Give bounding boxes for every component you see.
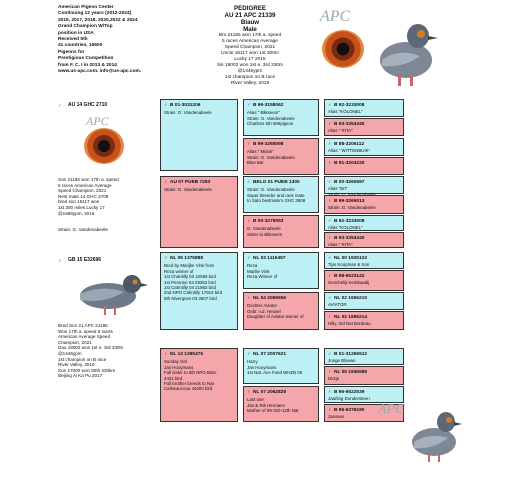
bird-details: Reza Marilie Vink Reza Winner of (247, 263, 278, 280)
organization-info: American Pigeon Center Continuing 12 years (2012-2024) 2015, 2017, 2018, 2020,2022 & 2024 Grand Champion W/Top position in USA Received 5th 41 countries, 16500 Pigeons for Prestigious Competition from F. C. I in 2013 & 2014 www.us-apc.com. info@us-apc.com. (58, 5, 142, 75)
bird-details: Alias " RITA" (328, 128, 353, 134)
ring-number: B 92-3233008 (334, 103, 365, 108)
gen2-box-1 (243, 99, 319, 136)
sire-ring-number: AU 14 GHC 2710 (68, 102, 108, 108)
bird-details: Alias " Blikseem" Strain: G. Vandenabeele Charless 5th 686pigeon (247, 110, 295, 127)
bird-details: Strain: G. Vandenabeele Super Breeder and nest mate to Sato bestmate's GHC 3908 (247, 187, 306, 204)
pigeon-photo (368, 8, 448, 88)
gen3-box-11 (324, 292, 404, 310)
gen3-box-15 (324, 386, 404, 403)
sex-icon: ♂ (328, 102, 332, 107)
sex-icon: ♀ (328, 314, 332, 319)
bird-details: Last one Jan & Rik Hermans Mother of 09-320-12th Nat (247, 397, 299, 414)
ring-number: BELG 01 PUEB 1300 (253, 180, 300, 185)
gen3-box-1 (324, 99, 404, 117)
ring-number: B 92-3233008 (334, 219, 365, 224)
sex-icon: ♀ (247, 295, 251, 300)
gen2-box-4 (243, 215, 319, 248)
bird-details: Janssen (328, 414, 345, 420)
ring-number: NL 05 1375888 (170, 256, 203, 261)
bird-details: Alias "Brt" (328, 186, 348, 192)
gen3-box-9 (324, 252, 404, 269)
gen1-box-dam-sire (160, 252, 238, 330)
ring-number: B 93-3354340 (334, 122, 365, 127)
ring-number: B 01-3031206 (170, 103, 201, 108)
sex-icon: ♀ (328, 235, 332, 240)
gen1-box-sire-sire (160, 99, 238, 171)
sex-icon: ♂ (328, 255, 332, 260)
apc-logo-bottom: APC (378, 402, 405, 417)
subject-sex: Male (243, 26, 257, 33)
gen3-box-14 (324, 366, 404, 385)
dam-info: Bred Sun 21 APC 21185 Won 17th a. speed 6 races American Average Speed Champion, 2021 Dau 19002 won 1st e. 3rd 330m @1446ypm 1st champion on B race River Valley, 2019 Son 17000 won 80th 430km Beijing Ai Ka Pu 2017 (58, 323, 124, 379)
bird-details: Jaarling Dondersteen (328, 396, 370, 402)
sex-icon: ♂ (328, 179, 332, 184)
gen2-box-2 (243, 138, 319, 175)
bird-details: Dirkje (328, 376, 340, 382)
gen3-box-5 (324, 176, 404, 194)
bird-details: Strain: G. Vandenabeele (328, 205, 376, 211)
ring-number: NL 02 1656210 (334, 296, 367, 301)
dam-sex-icon: ♀ (58, 258, 62, 263)
sex-icon: ♀ (247, 218, 251, 223)
gen2-box-6 (243, 292, 319, 330)
sex-icon: ♂ (247, 351, 251, 356)
sire-eye-image (84, 128, 124, 164)
ring-number: NL 13 1395475 (170, 352, 203, 357)
gen3-box-8 (324, 232, 404, 248)
gen3-box-12 (324, 311, 404, 330)
sex-icon: ♂ (328, 389, 332, 394)
gen3-box-3 (324, 138, 404, 156)
ring-number: B 91-3204220 (334, 161, 365, 166)
gen2-box-8 (243, 386, 319, 422)
ring-number: B 00-3260597 (334, 180, 365, 185)
gen1-box-dam-dam (160, 348, 238, 422)
sex-icon: ♀ (328, 121, 332, 126)
dam-ring-number: GB 15 E32696 (68, 257, 102, 263)
sex-icon: ♀ (328, 160, 332, 165)
bird-details: Alias "KOLONEL" (328, 225, 363, 231)
pedigree-header (190, 5, 310, 87)
ring-number: NL 03 1116457 (253, 256, 286, 261)
sex-icon: ♂ (328, 351, 332, 356)
ring-number: B 96-6522539 (334, 390, 365, 395)
sex-icon: ♀ (328, 407, 332, 412)
ring-number: B 96-6376190 (334, 408, 365, 413)
ring-number: NL 07 2007621 (253, 352, 286, 357)
gen3-box-10 (324, 270, 404, 291)
ring-number: B 93-3354340 (334, 236, 365, 241)
apc-logo-sire: APC (86, 114, 109, 128)
bird-details: Bred by Marijke Vink from Reza winner of 1st Chantilly 03 10559 bird 1st Peronne 04 29362 bird 1st Cahntilly 04 21862 bird 2nd NPO Cahntilly 17916 bird 5th Nivergnes 03 3607 bird (164, 263, 223, 301)
gen3-box-2 (324, 118, 404, 136)
bird-details: Alias " Mistel" Strain: G. Vandenabeele Blue Bar (247, 149, 295, 166)
ring-number: NL 05 1936588 (334, 370, 367, 375)
sex-icon: ♂ (247, 102, 251, 107)
bird-details: G. Vandenabeele Sister to Blikseem (247, 226, 283, 237)
dam-pigeon-photo (68, 268, 152, 318)
bird-details: Strain: G. Vandenabeele (164, 110, 212, 116)
ring-number: B 99-3265013 (334, 199, 365, 204)
sex-icon: ♂ (164, 255, 168, 260)
bird-details: Hilly, 3rd Nat Bordeau (328, 321, 371, 327)
gen1-box-sire-dam (160, 176, 238, 248)
bird-details: AVIATOR (328, 302, 347, 308)
ring-number: B 00-3279053 (253, 219, 284, 224)
gen3-box-13 (324, 348, 404, 365)
sex-icon: ♂ (164, 102, 168, 107)
ring-number: NL 07 2062828 (253, 390, 286, 395)
bird-details: Tips Koopman & Son (328, 262, 370, 268)
subject-ring-number: AU 21 APC 21339 (224, 12, 276, 19)
bird-details: Sunday Girl Jan Hooymans Full sister to 8th NPO Blois 4431 bird Full brother breeds to Nat Carbeaucouu 44000 bird (164, 359, 217, 392)
sex-icon: ♂ (247, 179, 251, 184)
ring-number: B 98-6523142 (334, 274, 365, 279)
ring-number: AU 07 PUEB 7293 (170, 180, 211, 185)
gen3-box-6 (324, 195, 404, 214)
sex-icon: ♀ (328, 198, 332, 203)
page-title: PEDIGREE (234, 5, 266, 12)
bird-details: Alias " WITTENBUIK" (328, 148, 371, 154)
ring-number: B 99-3265098 (253, 142, 284, 147)
sex-icon: ♀ (247, 141, 251, 146)
bird-details: Alias " RITA" (328, 242, 353, 248)
subject-description: Bro 21185 won 17th a. speed 5 races American Average Speed Champion, 2021 Uncle 15117 won 1st 300m Lucky 17 2015 Sis 19002 won 1st e. 3rd 330m @1446ypm 1st champion on B race River Valley, 2019 (216, 33, 284, 86)
bird-details: Alias "KOLONEL" (328, 109, 363, 115)
subject-color: Blauw (240, 19, 260, 26)
bird-details: Strain: G. Vandenabeele (164, 187, 212, 193)
apc-logo: APC (320, 8, 351, 25)
gen2-box-5 (243, 252, 319, 289)
ring-number: B 88-3206112 (334, 142, 365, 147)
ring-number: NL 00 1925122 (334, 256, 367, 261)
bird-details: Dochter Aviator Gebr. v.d. Heuvel Daughter of Aviator winner of (247, 303, 304, 320)
sire-info: Son 21185 won 17th a. speed 5 races American Average Speed Champion, 2021 Nest mate 14 GHC 2709 bred son 15117 won 1st 300 miles Lucky 17 @1586ypm, 2015 Strain: G. Vandenabeele (58, 177, 119, 233)
sex-icon: ♂ (328, 141, 332, 146)
gen3-box-7 (324, 215, 404, 231)
ring-number: NL 04 2069556 (253, 296, 286, 301)
bird-details: Harry Jan Hooymans 1st Nat. Ace Fond WHZB 09 (247, 359, 303, 376)
gen2-box-3 (243, 176, 319, 213)
sex-icon: ♀ (247, 389, 251, 394)
pigeon-eye-image (322, 30, 364, 68)
sex-icon: ♂ (328, 218, 332, 223)
ring-number: NL 02 1656214 (334, 315, 367, 320)
sex-icon: ♀ (164, 179, 168, 184)
sex-icon: ♂ (328, 295, 332, 300)
ring-number: B 96-3158062 (253, 103, 284, 108)
bird-details: Jonge Blauwe (328, 358, 356, 364)
gen3-box-4 (324, 157, 404, 175)
bird-details: Geschelijt Kerkbaadij (328, 280, 370, 286)
gen2-box-7 (243, 348, 319, 384)
sex-icon: ♀ (164, 351, 168, 356)
sire-sex-icon: ♂ (58, 103, 62, 108)
sex-icon: ♂ (247, 255, 251, 260)
sex-icon: ♀ (328, 273, 332, 278)
sex-icon: ♀ (328, 369, 332, 374)
pigeon-photo-bottom (402, 404, 472, 464)
ring-number: B 01-31266512 (334, 352, 368, 357)
